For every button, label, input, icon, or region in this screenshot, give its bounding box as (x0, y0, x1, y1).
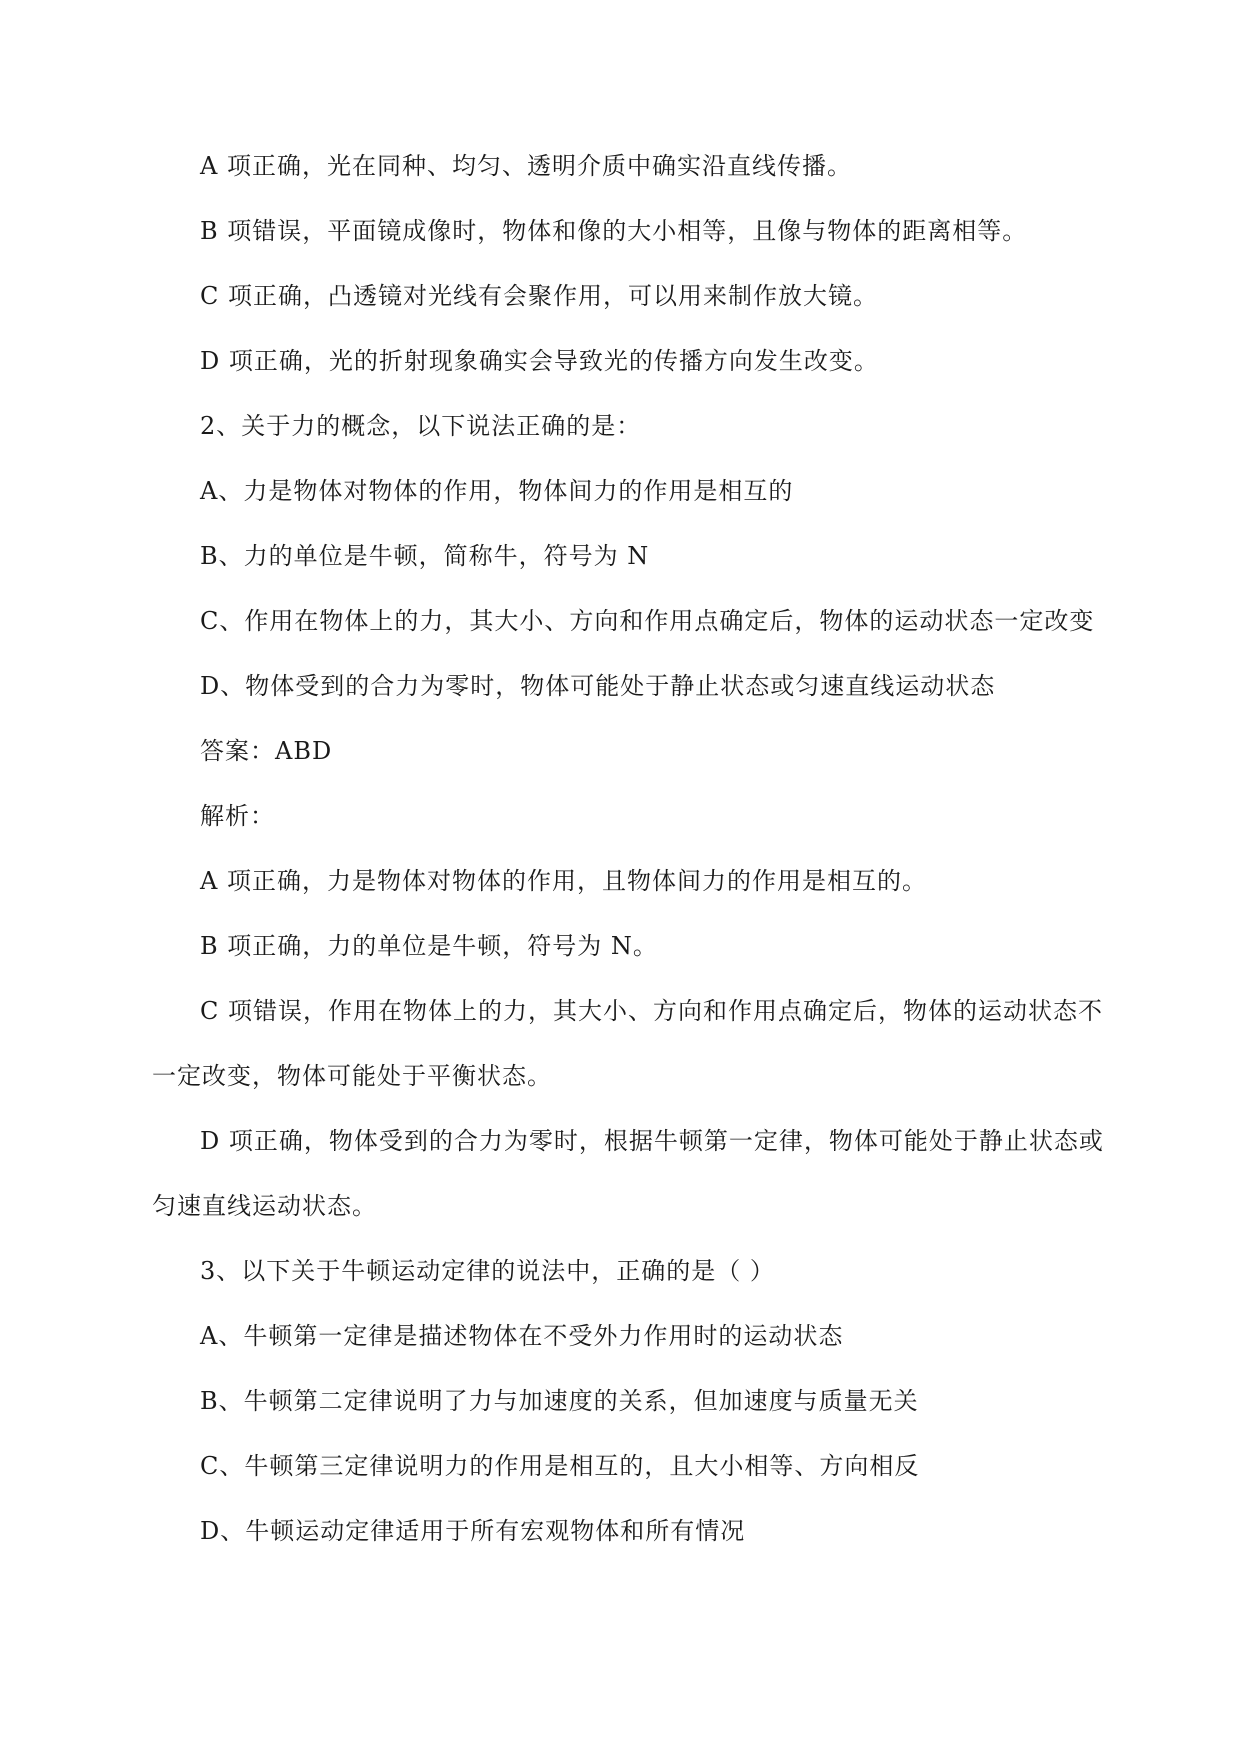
q3-question: 3、以下关于牛顿运动定律的说法中，正确的是（ ） (200, 1257, 775, 1285)
q2-analysis-c-line2: 一定改变，物体可能处于平衡状态。 (152, 1062, 552, 1090)
q3-option-b: B、牛顿第二定律说明了力与加速度的关系，但加速度与质量无关 (200, 1387, 919, 1415)
q1-analysis-d: D 项正确，光的折射现象确实会导致光的传播方向发生改变。 (200, 347, 879, 375)
q2-question: 2、关于力的概念，以下说法正确的是： (200, 412, 642, 440)
q2-option-b: B、力的单位是牛顿，简称牛，符号为 N (200, 542, 650, 570)
q2-option-c: C、作用在物体上的力，其大小、方向和作用点确定后，物体的运动状态一定改变 (200, 607, 1095, 635)
q2-analysis-c-line1: C 项错误，作用在物体上的力，其大小、方向和作用点确定后，物体的运动状态不 (200, 997, 1103, 1025)
q1-analysis-a: A 项正确，光在同种、均匀、透明介质中确实沿直线传播。 (200, 152, 852, 180)
q2-analysis-a: A 项正确，力是物体对物体的作用，且物体间力的作用是相互的。 (200, 867, 927, 895)
q2-analysis-d-line1: D 项正确，物体受到的合力为零时，根据牛顿第一定律，物体可能处于静止状态或 (200, 1127, 1104, 1155)
q2-analysis-b: B 项正确，力的单位是牛顿，符号为 N。 (200, 932, 658, 960)
q2-option-d: D、物体受到的合力为零时，物体可能处于静止状态或匀速直线运动状态 (200, 672, 996, 700)
q2-option-a: A、力是物体对物体的作用，物体间力的作用是相互的 (200, 477, 794, 505)
q2-analysis-label: 解析： (200, 802, 275, 830)
q3-option-d: D、牛顿运动定律适用于所有宏观物体和所有情况 (200, 1517, 746, 1545)
q1-analysis-c: C 项正确，凸透镜对光线有会聚作用，可以用来制作放大镜。 (200, 282, 878, 310)
q3-option-a: A、牛顿第一定律是描述物体在不受外力作用时的运动状态 (200, 1322, 844, 1350)
q2-answer: 答案：ABD (200, 737, 333, 765)
q1-analysis-b: B 项错误，平面镜成像时，物体和像的大小相等，且像与物体的距离相等。 (200, 217, 1028, 245)
q2-analysis-d-line2: 匀速直线运动状态。 (152, 1192, 377, 1220)
q3-option-c: C、牛顿第三定律说明力的作用是相互的，且大小相等、方向相反 (200, 1452, 920, 1480)
